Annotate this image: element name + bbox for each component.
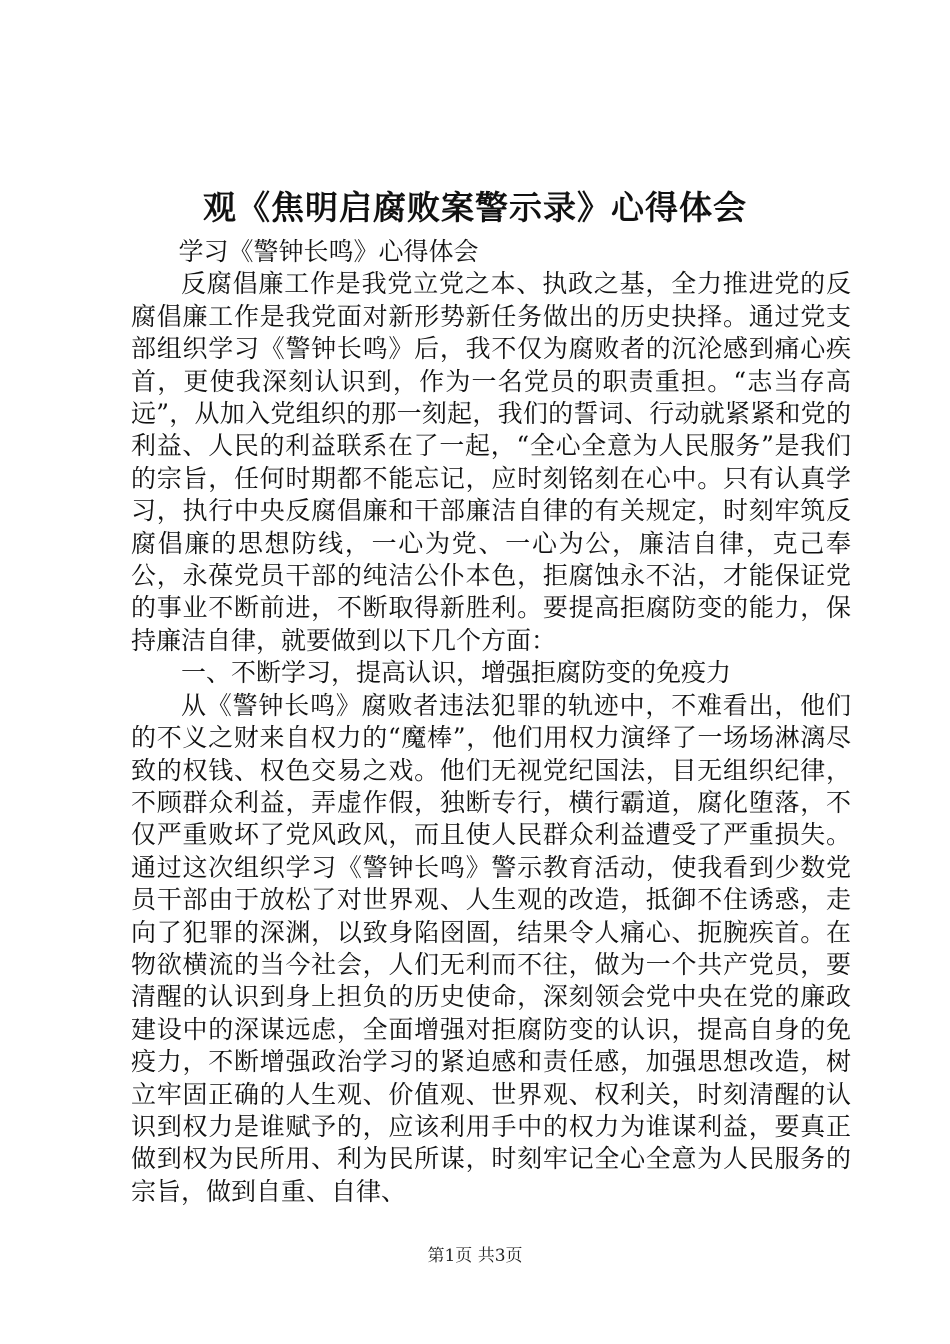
paragraph-section-1: 从《警钟长鸣》腐败者违法犯罪的轨迹中，不难看出，他们的不义之财来自权力的“魔棒”，他们用权力演绎了一场场淋漓尽致的权钱、权色交易之戏。他们无视党纪国法，目无组织纪律，不顾群众利益，弄虚作假，独断专行，横行霸道，腐化堕落，不仅严重败坏了党风政风，而且使人民群众利益遭受了严重损失。通过这次组织学习《警钟长鸣》警示教育活动，使我看到少数党员干部由于放松了对世界观、人生观的改造，抵御不住诱惑，走向了犯罪的深渊，以致身陷囹圄，结果令人痛心、扼腕疾首。在物欲横流的当今社会，人们无利而不往，做为一个共产党员，要清醒的认识到身上担负的历史使命，深刻领会党中央在党的廉政建设中的深谋远虑，全面增强对拒腐防变的认识，提高自身的免疫力，不断增强政治学习的紧迫感和责任感，加强思想改造，树立牢固正确的人生观、价值观、世界观、权利关，时刻清醒的认识到权力是谁赋予的，应该利用手中的权力为谁谋利益，要真正做到权为民所用、利为民所谋，时刻牢记全心全意为人民服务的宗旨，做到自重、自律、 [131,690,851,1206]
paragraph-intro: 反腐倡廉工作是我党立党之本、执政之基，全力推进党的反腐倡廉工作是我党面对新形势新任务做出的历史抉择。通过党支部组织学习《警钟长鸣》后，我不仅为腐败者的沉沦感到痛心疾首，更使我深刻认识到，作为一名党员的职责重担。“志当存高远”，从加入党组织的那一刻起，我们的誓词、行动就紧紧和党的利益、人民的利益联系在了一起，“全心全意为人民服务”是我们的宗旨，任何时期都不能忘记，应时刻铭刻在心中。只有认真学习，执行中央反腐倡廉和干部廉洁自律的有关规定，时刻牢筑反腐倡廉的思想防线，一心为党、一心为公，廉洁自律，克己奉公，永葆党员干部的纯洁公仆本色，拒腐蚀永不沾，才能保证党的事业不断前进，不断取得新胜利。要提高拒腐防变的能力，保持廉洁自律，就要做到以下几个方面： [131,269,851,655]
page-number: 第1页 共3页 [427,1246,523,1266]
document-title: 观《焦明启腐败案警示录》心得体会 [203,188,747,227]
document-body [131,236,851,1208]
section-heading-1: 一、不断学习，提高认识，增强拒腐防变的免疫力 [181,658,732,688]
document-subtitle: 学习《警钟长鸣》心得体会 [178,237,479,266]
